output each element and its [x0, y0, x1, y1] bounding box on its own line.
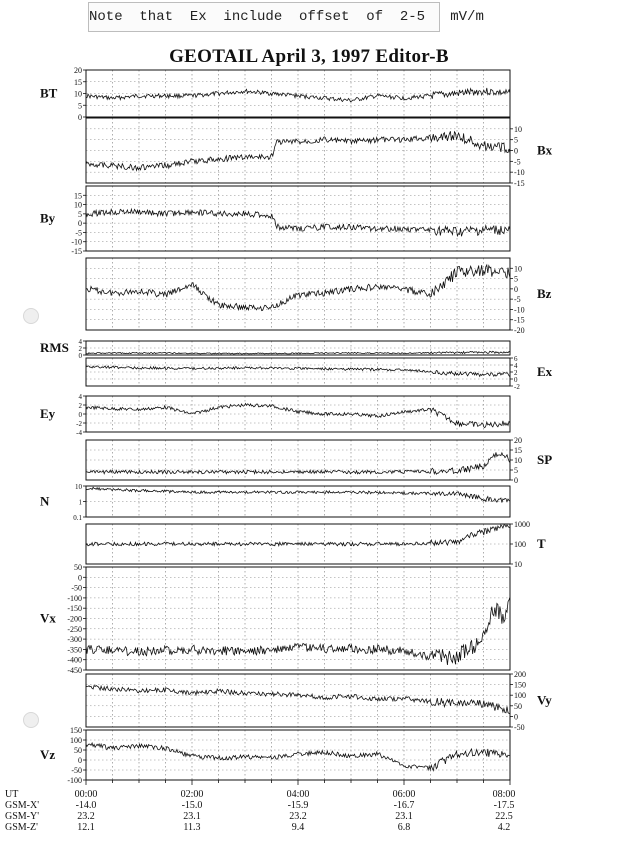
y-tick-label: -450 [67, 666, 82, 675]
panel-vy [86, 674, 513, 727]
table-cell: -15.0 [181, 800, 203, 811]
panel-bt [83, 70, 510, 117]
y-tick-label: 6 [514, 355, 518, 363]
table-cell: -14.0 [75, 800, 97, 811]
y-tick-label: -10 [71, 237, 82, 247]
y-tick-label: 10 [74, 200, 82, 210]
panel-n [83, 486, 510, 517]
y-tick-label: -10 [514, 305, 525, 315]
panel-label-n: N [40, 493, 50, 509]
y-tick-label: -15 [514, 315, 525, 325]
panel-label-vz: Vz [40, 747, 56, 762]
y-tick-label: 2 [78, 402, 82, 410]
y-tick-label: 15 [514, 446, 522, 455]
series-trace-vy [86, 685, 510, 714]
table-cell: 22.5 [495, 811, 513, 822]
table-cell: 08:00 [492, 789, 516, 800]
y-tick-label: 5 [514, 274, 518, 284]
panel-bz [86, 258, 513, 330]
y-tick-label: -5 [514, 295, 521, 305]
y-tick-label: -5 [514, 157, 521, 167]
table-cell: 02:00 [180, 789, 204, 800]
y-tick-label: 10 [514, 264, 522, 274]
y-tick-label: 10 [514, 456, 522, 465]
y-tick-label: 0 [78, 756, 82, 765]
y-tick-label: 4 [514, 362, 518, 370]
y-tick-label: -15 [514, 179, 525, 188]
y-tick-label: 5 [78, 209, 82, 219]
y-tick-label: 2 [78, 345, 82, 353]
y-tick-label: 5 [78, 101, 82, 111]
table-cell: 12.1 [77, 822, 95, 833]
table-cell: 23.1 [395, 811, 413, 822]
y-tick-label: 20 [74, 66, 82, 75]
table-cell: 23.1 [183, 811, 201, 822]
y-tick-label: 150 [70, 726, 82, 735]
y-tick-label: 0.1 [73, 514, 82, 522]
y-tick-label: 4 [78, 338, 82, 346]
table-cell: -17.5 [493, 800, 515, 811]
series-trace-sp [86, 452, 510, 474]
y-tick-label: -2 [514, 383, 520, 391]
panel-label-sp: SP [537, 452, 553, 467]
table-row-label: UT [5, 789, 19, 800]
table-cell: 23.2 [77, 811, 95, 822]
table-row-label: GSM-Y' [5, 811, 40, 822]
y-tick-label: -300 [67, 635, 82, 645]
y-tick-label: 15 [74, 191, 82, 201]
panel-label-bx: Bx [537, 142, 553, 158]
panel-label-rms: RMS [40, 340, 69, 355]
panel-label-by: By [40, 210, 56, 226]
table-cell: 4.2 [497, 822, 511, 833]
offset-note: Note that Ex include offset of 2-5 mV/m [88, 2, 440, 32]
y-tick-label: 4 [78, 393, 82, 401]
panel-label-vx: Vx [40, 610, 56, 626]
y-tick-label: -50 [71, 766, 82, 775]
series-trace-bz [86, 265, 510, 311]
y-tick-label: -10 [514, 168, 525, 178]
y-tick-label: 15 [74, 77, 82, 87]
panel-t [86, 524, 513, 564]
y-tick-label: 0 [514, 712, 518, 722]
table-cell: 00:00 [74, 789, 98, 800]
y-tick-label: 20 [514, 436, 522, 445]
y-tick-label: -400 [67, 655, 82, 665]
y-tick-label: 0 [78, 352, 82, 360]
y-tick-label: 100 [70, 736, 82, 745]
table-row-label: GSM-Z' [5, 822, 38, 833]
y-tick-label: -350 [67, 645, 82, 655]
panel-bx [86, 118, 513, 183]
y-tick-label: 0 [514, 146, 518, 156]
y-tick-label: 10 [514, 124, 522, 134]
y-tick-label: -100 [67, 776, 82, 785]
y-tick-label: -4 [76, 429, 82, 437]
y-tick-label: 1 [78, 498, 82, 507]
y-tick-label: 5 [514, 466, 518, 475]
table-cell: 04:00 [286, 789, 310, 800]
table-cell: 11.3 [183, 822, 201, 833]
table-cell: 9.4 [291, 822, 305, 833]
table-cell: 23.2 [289, 811, 307, 822]
y-tick-label: 50 [74, 563, 82, 572]
panel-ey [83, 396, 510, 432]
panel-label-t: T [537, 536, 546, 551]
y-tick-label: -150 [67, 604, 82, 614]
y-tick-label: 1000 [514, 520, 530, 529]
y-tick-label: 0 [78, 113, 82, 122]
y-tick-label: 5 [514, 135, 518, 145]
panel-rms [83, 341, 510, 355]
panel-label-vy: Vy [537, 692, 552, 708]
y-tick-label: 0 [514, 284, 518, 294]
table-row-label: GSM-X' [5, 800, 40, 811]
table-cell: 6.8 [397, 822, 411, 833]
y-tick-label: 0 [514, 376, 518, 384]
table-cell: -15.9 [287, 800, 309, 811]
panel-vx [83, 567, 510, 670]
panel-label-ey: Ey [40, 406, 56, 421]
y-tick-label: -50 [71, 583, 82, 593]
panel-label-bt: BT [40, 85, 58, 101]
panel-label-ex: Ex [537, 364, 553, 379]
y-tick-label: 0 [78, 411, 82, 419]
y-tick-label: -20 [514, 326, 525, 335]
y-tick-label: 10 [75, 483, 82, 491]
y-tick-label: -200 [67, 614, 82, 624]
y-tick-label: 100 [514, 540, 526, 549]
y-tick-label: -2 [76, 420, 82, 428]
y-tick-label: -5 [75, 228, 82, 238]
y-tick-label: -100 [67, 593, 82, 603]
y-tick-label: 10 [74, 89, 82, 99]
y-tick-label: 10 [514, 560, 522, 569]
panel-ex [86, 358, 513, 386]
page-title: GEOTAIL April 3, 1997 Editor-B [169, 46, 449, 67]
table-cell: -16.7 [393, 800, 415, 811]
table-cell: 06:00 [392, 789, 416, 800]
y-tick-label: -50 [514, 723, 525, 732]
y-tick-label: -15 [71, 247, 82, 256]
panel-sp [86, 440, 513, 480]
y-tick-label: 200 [514, 670, 526, 679]
y-tick-label: 150 [514, 680, 526, 690]
y-tick-label: 0 [78, 573, 82, 583]
panel-vz [83, 730, 510, 780]
panel-label-bz: Bz [537, 286, 552, 301]
panel-by [83, 186, 510, 251]
y-tick-label: 0 [514, 476, 518, 485]
y-tick-label: 100 [514, 691, 526, 701]
y-tick-label: 0 [78, 219, 82, 229]
y-tick-label: -250 [67, 624, 82, 634]
y-tick-label: 2 [514, 369, 518, 377]
y-tick-label: 50 [74, 746, 82, 755]
y-tick-label: 50 [514, 701, 522, 711]
